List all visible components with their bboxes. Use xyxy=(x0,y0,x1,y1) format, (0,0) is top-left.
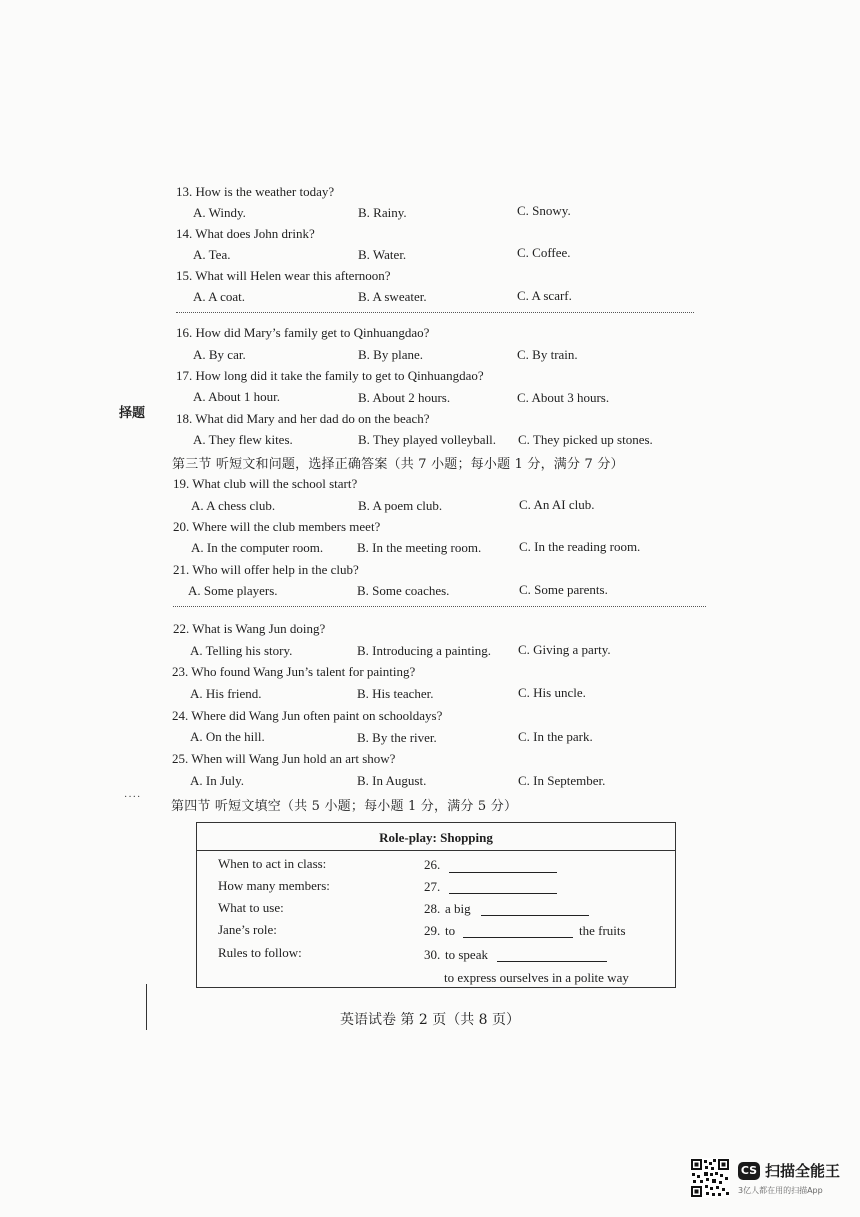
table-title-separator xyxy=(197,850,675,851)
row-prefix-29: to xyxy=(445,923,456,938)
row-label-27: How many members: xyxy=(218,878,330,893)
row-num-26: 26. xyxy=(424,857,441,872)
question-15: 15. What will Helen wear this afternoon? xyxy=(176,268,391,283)
qr-code-icon xyxy=(690,1158,730,1198)
question-24: 24. Where did Wang Jun often paint on schooldays? xyxy=(172,708,443,723)
option-15-a: A. A coat. xyxy=(193,289,245,304)
question-21: 21. Who will offer help in the club? xyxy=(173,562,359,577)
option-14-c: C. Coffee. xyxy=(517,245,571,260)
row-30-continuation: to express ourselves in a polite way xyxy=(444,970,629,985)
option-21-b: B. Some coaches. xyxy=(357,583,450,598)
option-25-a: A. In July. xyxy=(190,773,245,788)
scanner-app-name: 扫描全能王 xyxy=(765,1162,841,1180)
answer-blank-29[interactable] xyxy=(463,937,573,938)
question-17: 17. How long did it take the family to get to Qinhuangdao? xyxy=(176,368,484,383)
row-label-30: Rules to follow: xyxy=(218,945,302,960)
question-13: 13. How is the weather today? xyxy=(176,184,335,199)
margin-label: 择题 xyxy=(119,406,146,421)
option-20-a: A. In the computer room. xyxy=(191,540,324,555)
option-22-a: A. Telling his story. xyxy=(190,643,293,658)
answer-blank-28[interactable] xyxy=(481,915,589,916)
option-22-c: C. Giving a party. xyxy=(518,642,611,657)
option-15-b: B. A sweater. xyxy=(358,289,427,304)
option-20-c: C. In the reading room. xyxy=(519,539,641,554)
row-num-27: 27. xyxy=(424,879,441,894)
option-13-b: B. Rainy. xyxy=(358,205,407,220)
option-14-b: B. Water. xyxy=(358,247,407,262)
option-17-b: B. About 2 hours. xyxy=(358,390,451,405)
option-13-c: C. Snowy. xyxy=(517,203,571,218)
section-3-heading: 第三节 听短文和问题，选择正确答案（共 7 小题；每小题 1 分，满分 7 分） xyxy=(172,457,624,472)
question-18: 18. What did Mary and her dad do on the beach? xyxy=(176,411,430,426)
question-16: 16. How did Mary’s family get to Qinhuangdao? xyxy=(176,325,430,340)
row-prefix-28: a big xyxy=(445,901,471,916)
option-23-a: A. His friend. xyxy=(190,686,262,701)
row-label-28: What to use: xyxy=(218,900,284,915)
role-play-table xyxy=(196,822,676,988)
option-16-a: A. By car. xyxy=(193,347,246,362)
row-num-30: 30. xyxy=(424,947,441,962)
option-23-c: C. His uncle. xyxy=(518,685,586,700)
option-24-c: C. In the park. xyxy=(518,729,593,744)
option-16-b: B. By plane. xyxy=(358,347,423,362)
question-23: 23. Who found Wang Jun’s talent for painting? xyxy=(172,664,416,679)
option-14-a: A. Tea. xyxy=(193,247,231,262)
option-17-a: A. About 1 hour. xyxy=(193,389,281,404)
row-label-26: When to act in class: xyxy=(218,856,327,871)
answer-blank-30[interactable] xyxy=(497,961,607,962)
page-footer: 英语试卷 第 2 页（共 8 页） xyxy=(339,1012,521,1028)
answer-blank-27[interactable] xyxy=(449,893,557,894)
option-18-b: B. They played volleyball. xyxy=(358,432,497,447)
row-suffix-29: the fruits xyxy=(579,923,626,938)
scanner-tagline: 3亿人都在用的扫描App xyxy=(738,1186,823,1195)
option-23-b: B. His teacher. xyxy=(357,686,434,701)
question-22: 22. What is Wang Jun doing? xyxy=(173,621,326,636)
table-title: Role-play: Shopping xyxy=(379,830,493,845)
dotted-divider xyxy=(173,606,706,607)
option-13-a: A. Windy. xyxy=(193,205,246,220)
option-18-a: A. They flew kites. xyxy=(193,432,293,447)
option-25-c: C. In September. xyxy=(518,773,606,788)
dotted-divider xyxy=(176,312,694,313)
margin-dots: ···· xyxy=(124,792,142,803)
question-19: 19. What club will the school start? xyxy=(173,476,358,491)
question-20: 20. Where will the club members meet? xyxy=(173,519,381,534)
section-4-heading: 第四节 听短文填空（共 5 小题；每小题 1 分，满分 5 分） xyxy=(171,799,518,814)
option-19-b: B. A poem club. xyxy=(358,498,443,513)
option-15-c: C. A scarf. xyxy=(517,288,572,303)
option-25-b: B. In August. xyxy=(357,773,427,788)
option-19-c: C. An AI club. xyxy=(519,497,595,512)
scanner-logo-icon: CS xyxy=(738,1162,760,1180)
option-20-b: B. In the meeting room. xyxy=(357,540,482,555)
option-22-b: B. Introducing a painting. xyxy=(357,643,491,658)
row-num-28: 28. xyxy=(424,901,441,916)
option-16-c: C. By train. xyxy=(517,347,578,362)
row-num-29: 29. xyxy=(424,923,441,938)
option-24-a: A. On the hill. xyxy=(190,729,265,744)
question-25: 25. When will Wang Jun hold an art show? xyxy=(172,751,396,766)
question-14: 14. What does John drink? xyxy=(176,226,315,241)
option-21-c: C. Some parents. xyxy=(519,582,608,597)
option-24-b: B. By the river. xyxy=(357,730,437,745)
row-label-29: Jane’s role: xyxy=(218,922,277,937)
option-19-a: A. A chess club. xyxy=(191,498,276,513)
option-17-c: C. About 3 hours. xyxy=(517,390,610,405)
option-21-a: A. Some players. xyxy=(188,583,278,598)
option-18-c: C. They picked up stones. xyxy=(518,432,653,447)
answer-blank-26[interactable] xyxy=(449,872,557,873)
row-prefix-30: to speak xyxy=(445,947,488,962)
